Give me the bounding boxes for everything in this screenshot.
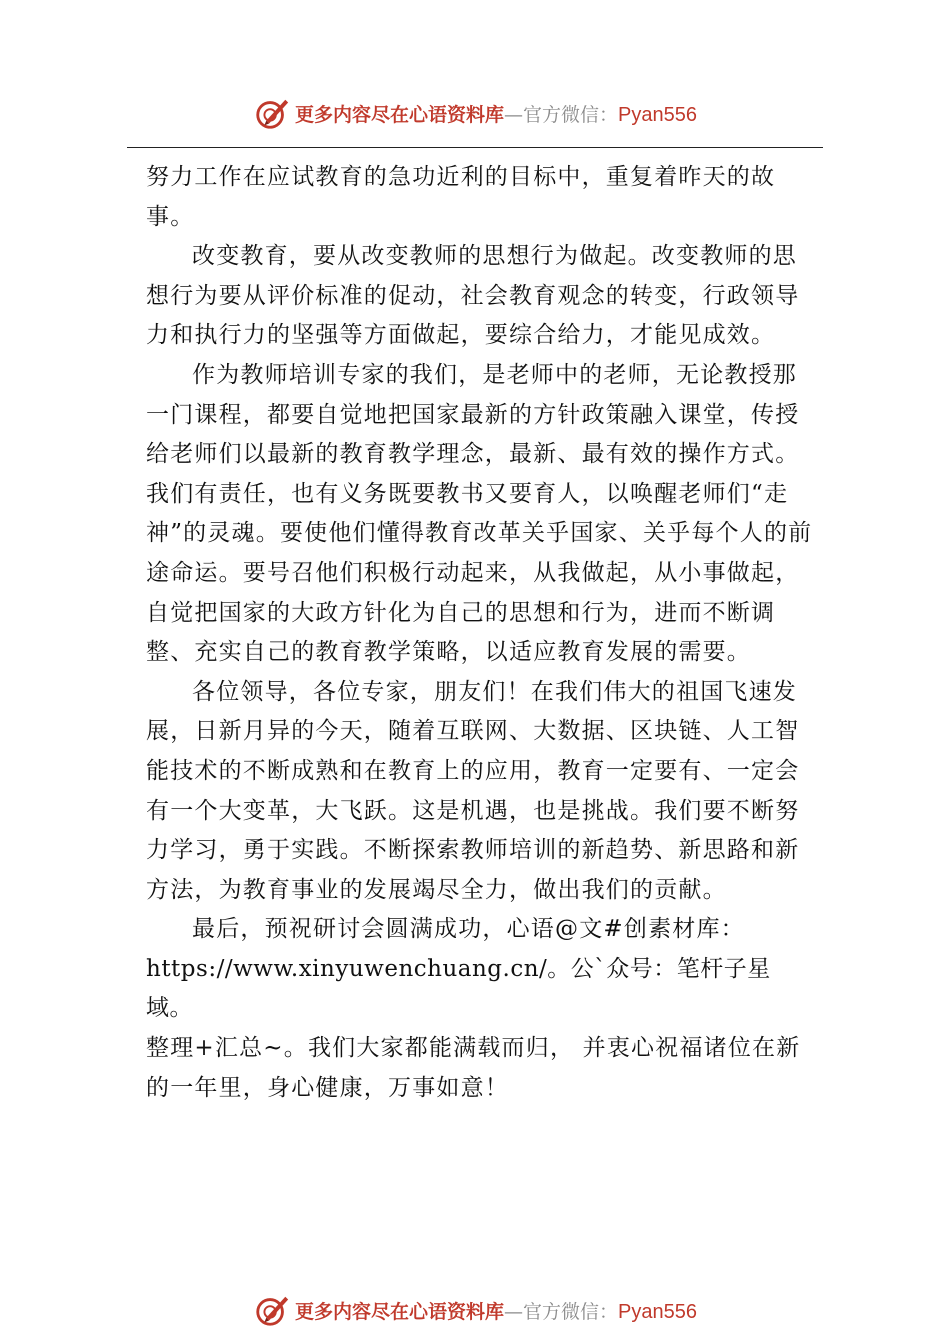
paragraph-change-education: 改变教育，要从改变教师的思想行为做起。改变教师的思想行为要从评价标准的促动，社会教育观念的转变，行政领导力和执行力的坚强等方面做起，要综合给力，才能见成效。 [146,243,800,349]
closing-url: https://www.xinyuwenchuang.cn/。公`众号：笔杆子星域。 [146,955,771,1022]
footer-wechat-label: 官方微信： [523,1300,619,1323]
pen-seal-logo-icon [253,1291,291,1329]
paragraph-continuation: 努力工作在应试教育的急功近利的目标中，重复着昨天的故事。 [146,164,776,230]
paragraph-closing [146,910,814,950]
pen-seal-logo-icon [253,94,291,132]
paragraph-leaders-address: 各位领导，各位专家，朋友们！在我们伟大的祖国飞速发展，日新月异的今天，随着互联网、大数据、区块链、人工智能技术的不断成熟和在教育上的应用，教育一定要有、一定会有一个大变革，大飞跃。这是机遇，也是挑战。我们要不断努力学习，勇于实践。不断探索教师培训的新趋势、新思路和新方法，为教育事业的发展竭尽全力，做出我们的贡献。 [146,678,800,903]
document-body [146,158,814,1108]
paragraph-trainer-role: 作为教师培训专家的我们，是老师中的老师，无论教授那一门课程，都要自觉地把国家最新的方针政策融入课堂，传授给老师们以最新的教育教学理念，最新、最有效的操作方式。我们有责任，也有义务既要教书又要育人，以唤醒老师们“走神”的灵魂。要使他们懂得教育改革关乎国家、关乎每个人的前途命运。要号召他们积极行动起来，从我做起，从小事做起，自觉把国家的大政方针化为自己的思想和行为，进而不断调整、充实自己的教育教学策略，以适应教育发展的需要。 [146,361,813,666]
footer-banner [0,1290,950,1330]
header-text [295,100,697,127]
footer-separator: — [504,1300,524,1323]
header-separator: — [504,103,524,126]
header-wechat-label: 官方微信： [523,103,619,126]
header-site-text: 更多内容尽在心语资料库 [295,103,505,126]
header-divider [127,147,823,148]
header-wechat-id: Pyan556 [618,103,697,126]
closing-text-a: 最后，预祝研讨会圆满成功，心语@文#创素材库： [192,916,745,943]
footer-wechat-id: Pyan556 [618,1300,697,1323]
paragraph-closing-url [146,950,814,1029]
footer-site-text: 更多内容尽在心语资料库 [295,1300,505,1323]
paragraph-closing-end: 整理+汇总~。我们大家都能满载而归， 并衷心祝福诸位在新的一年里，身心健康，万事如意！ [146,1035,801,1101]
header-banner [0,93,950,133]
footer-text [295,1297,697,1324]
